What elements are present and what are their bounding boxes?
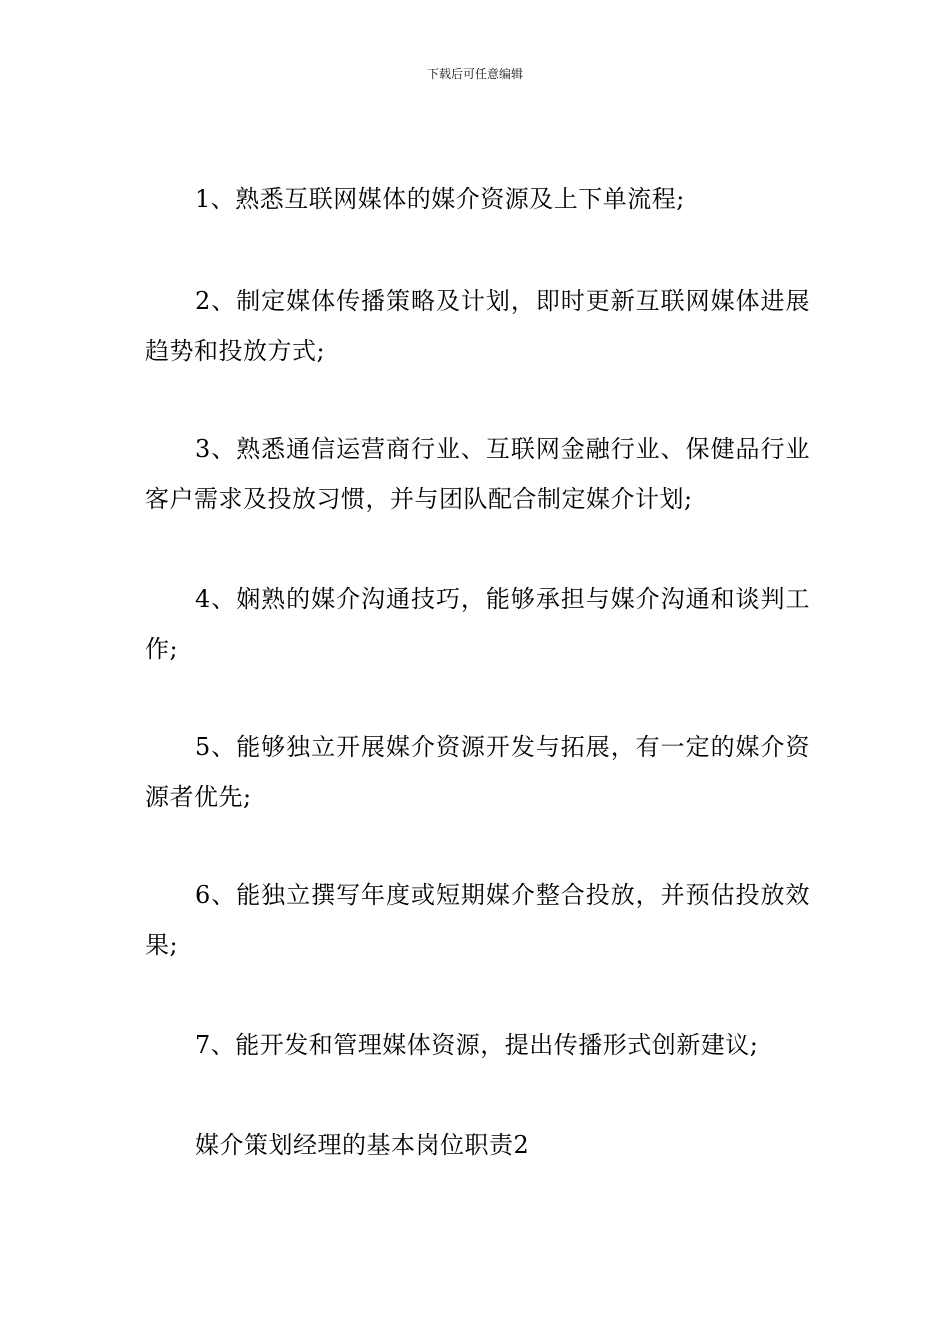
paragraph-item-5: 5、能够独立开展媒介资源开发与拓展，有一定的媒介资源者优先; — [145, 733, 810, 811]
paragraph-item-2: 2、制定媒体传播策略及计划，即时更新互联网媒体进展趋势和投放方式; — [145, 287, 810, 365]
paragraph-item-6: 6、能独立撰写年度或短期媒介整合投放，并预估投放效果; — [145, 881, 810, 959]
paragraph-item-7: 7、能开发和管理媒体资源，提出传播形式创新建议; — [195, 1031, 759, 1059]
paragraph-item-1: 1、熟悉互联网媒体的媒介资源及上下单流程; — [195, 185, 685, 213]
section-heading: 媒介策划经理的基本岗位职责2 — [195, 1131, 530, 1159]
paragraph-item-3: 3、熟悉通信运营商行业、互联网金融行业、保健品行业客户需求及投放习惯，并与团队配合制定媒介计划; — [145, 435, 810, 513]
page-header: 下载后可任意编辑 — [426, 67, 523, 81]
paragraph-item-4: 4、娴熟的媒介沟通技巧，能够承担与媒介沟通和谈判工作; — [145, 585, 810, 663]
